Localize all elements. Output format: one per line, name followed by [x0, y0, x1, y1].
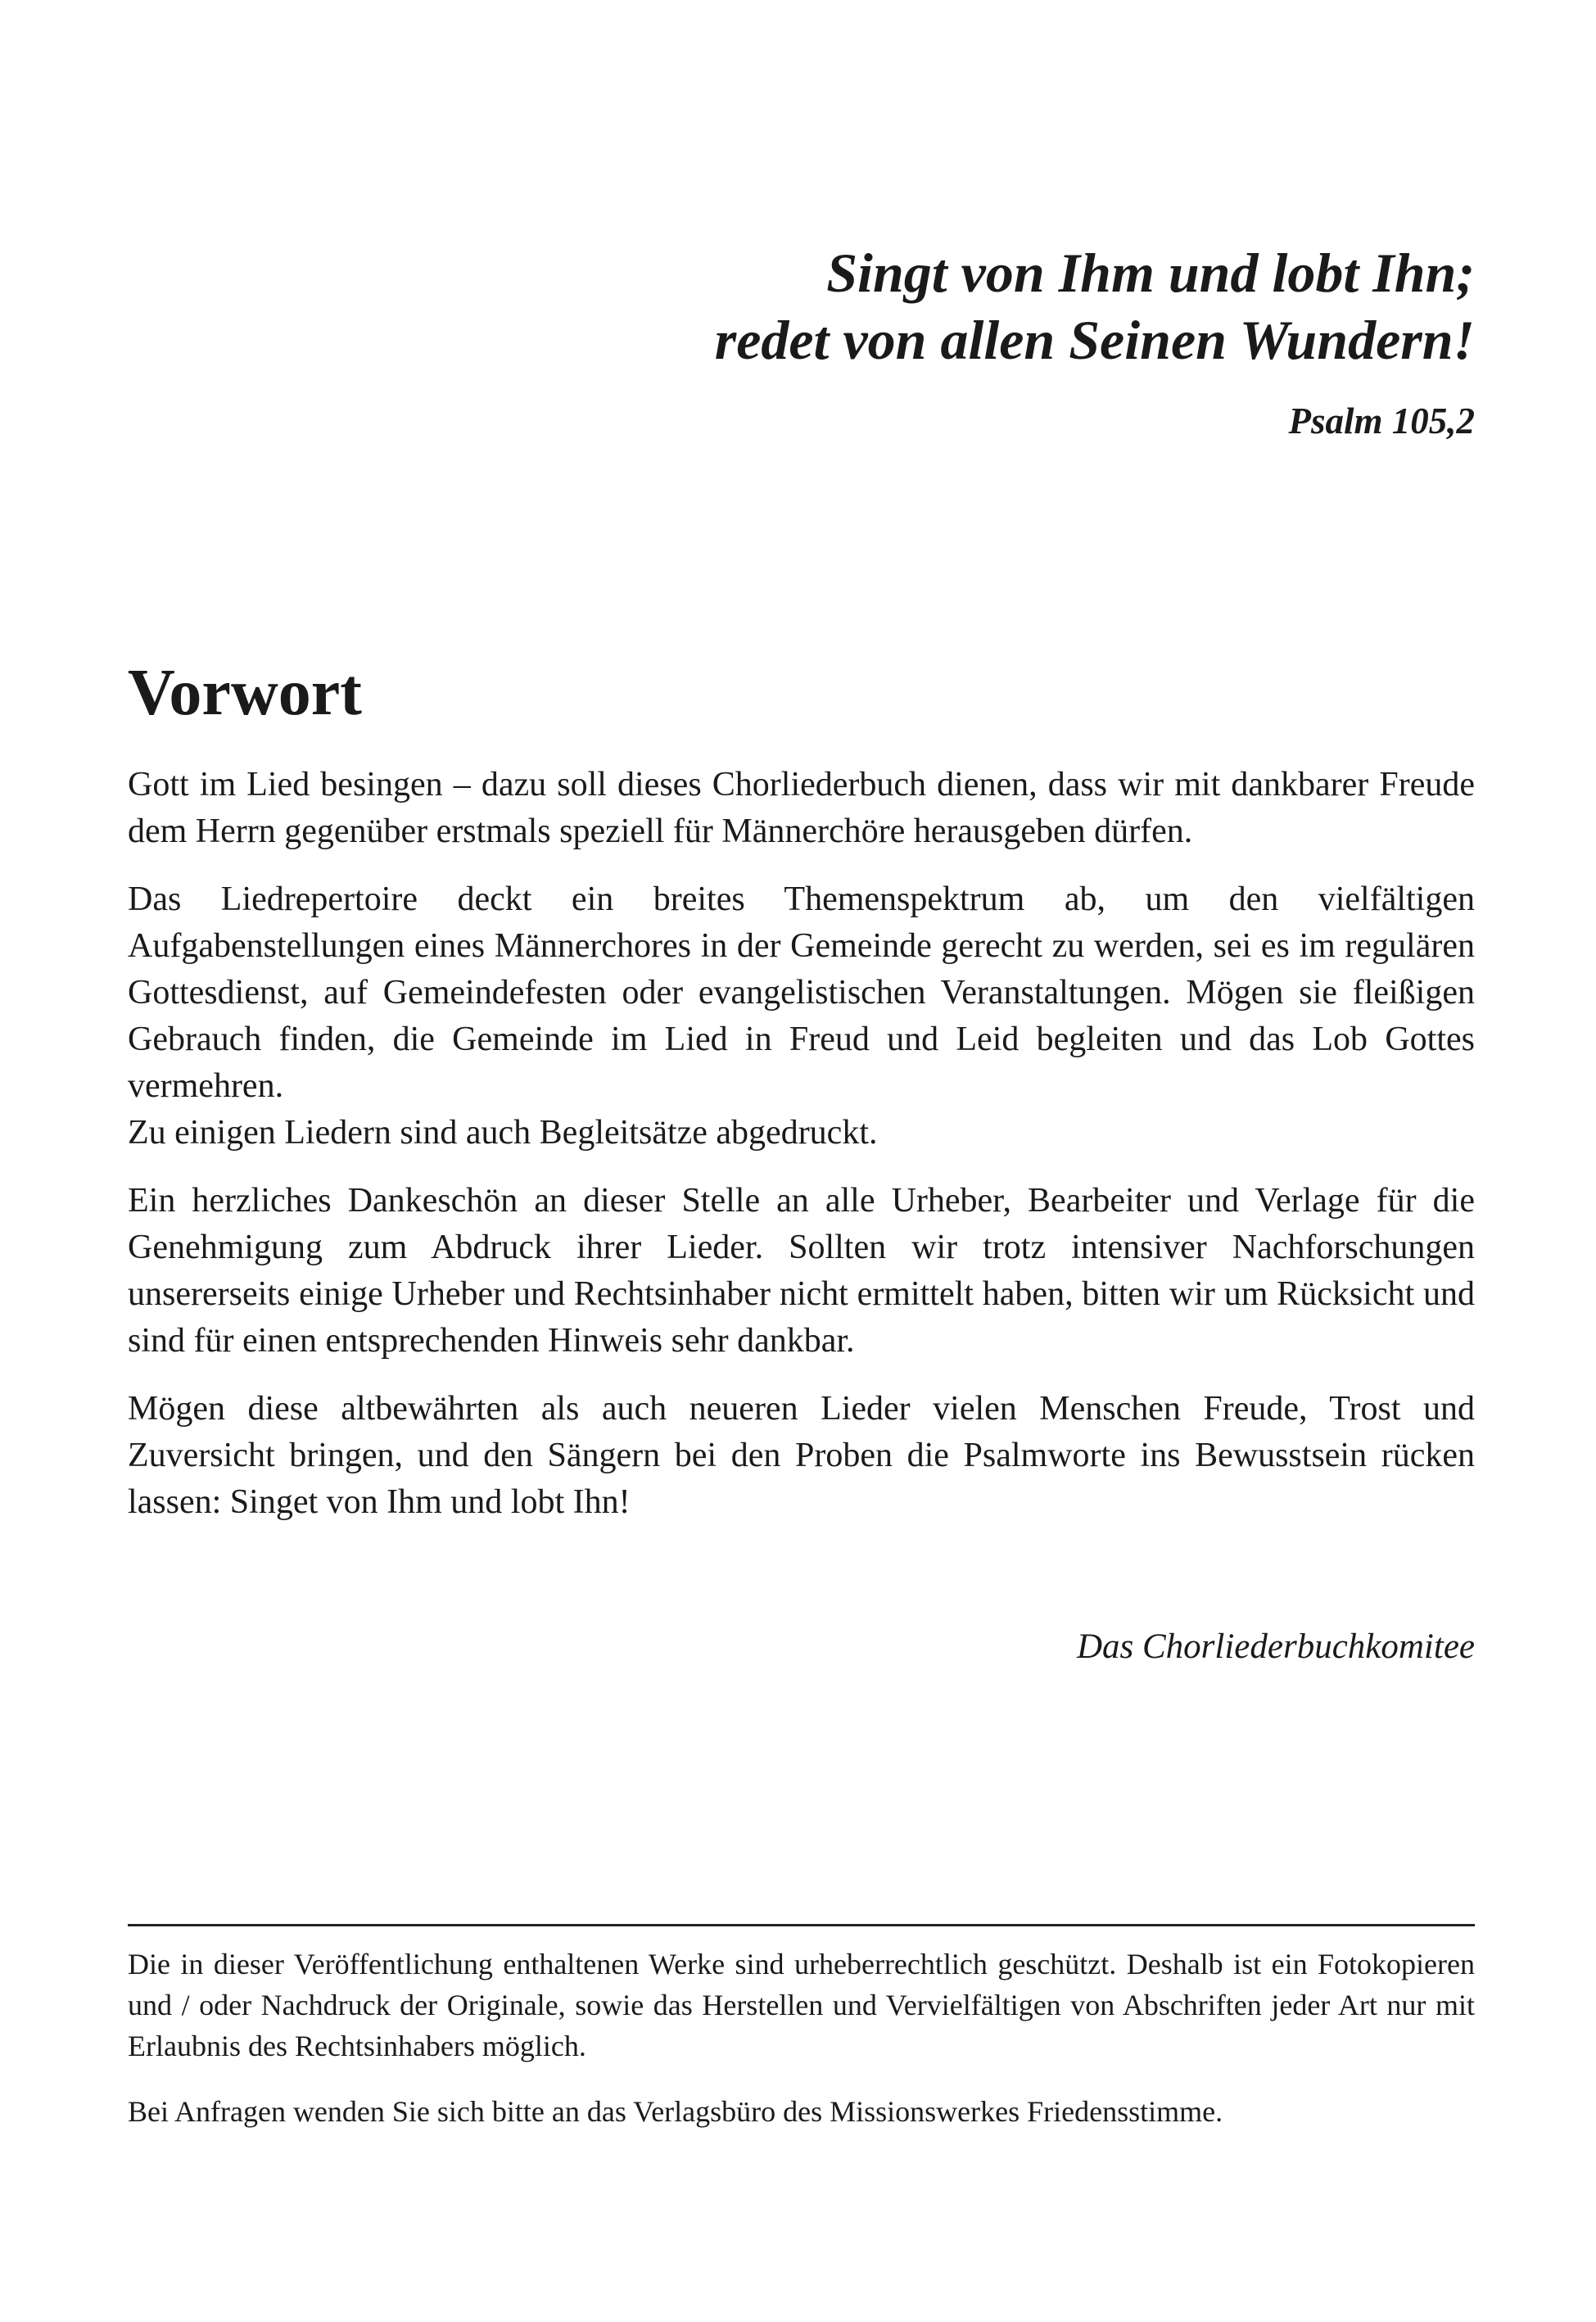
paragraph-repertoire [128, 876, 1475, 1156]
copyright-notice: Die in dieser Veröffentlichung enthaltenen Werke sind urheberrechtlich geschützt. Deshalb ist ein Fotokopieren und / oder Nachdruck der Originale, sowie das Herstellen und Vervielfältigen von Abschriften jeder Art nur mit Erlaubnis des Rechtsinhabers möglich. [128, 1948, 1475, 2062]
psalm-motto [574, 239, 1475, 444]
paragraph-intro: Gott im Lied besingen – dazu soll dieses Chorliederbuch dienen, dass wir mit dankbarer Freude dem Herrn gegenüber erstmals speziell für Männerchöre herausgeben dürfen. [128, 766, 1475, 850]
signature: Das Chorliederbuchkomitee [1076, 1627, 1475, 1666]
footer-divider [128, 1924, 1475, 1926]
paragraph-accompaniment-note: Zu einigen Liedern sind auch Begleitsätze abgedruckt. [128, 1114, 878, 1152]
motto-line-2: redet von allen Seinen Wundern! [714, 309, 1475, 371]
page-title: Vorwort [128, 657, 362, 729]
paragraph-blessing: Mögen diese altbewährten als auch neueren Lieder vielen Menschen Freude, Trost und Zuversicht bringen, und den Sängern bei den Proben die Psalmworte ins Bewusstsein rücken lassen: Singet von Ihm und lobt Ihn! [128, 1390, 1475, 1521]
paragraph-thanks: Ein herzliches Dankeschön an dieser Stelle an alle Urheber, Bearbeiter und Verlage für die Genehmigung zum Abdruck ihrer Lieder. Sollten wir trotz intensiver Nachforschungen unsererseits einige Urheber und Rechtsinhaber nicht ermittelt haben, bitten wir um Rücksicht und sind für einen entsprechenden Hinweis sehr dankbar. [128, 1182, 1475, 1360]
contact-notice: Bei Anfragen wenden Sie sich bitte an das Verlagsbüro des Missionswerkes Friedensstimme. [128, 2095, 1223, 2128]
motto-line-1: Singt von Ihm und lobt Ihn; [826, 242, 1475, 304]
foreword-body [128, 762, 1475, 1547]
motto-reference: Psalm 105,2 [1288, 401, 1475, 441]
copyright-footer [128, 1944, 1475, 2157]
paragraph-repertoire-text: Das Liedrepertoire deckt ein breites Themenspektrum ab, um den vielfältigen Aufgabenstellungen eines Männerchores in der Gemeinde gerecht zu werden, sei es im regulären Gottesdienst, auf Gemeindefesten oder evangelistischen Veranstaltungen. Mögen sie fleißigen Gebrauch finden, die Gemeinde im Lied in Freud und Leid begleiten und das Lob Gottes vermehren. [128, 880, 1475, 1105]
